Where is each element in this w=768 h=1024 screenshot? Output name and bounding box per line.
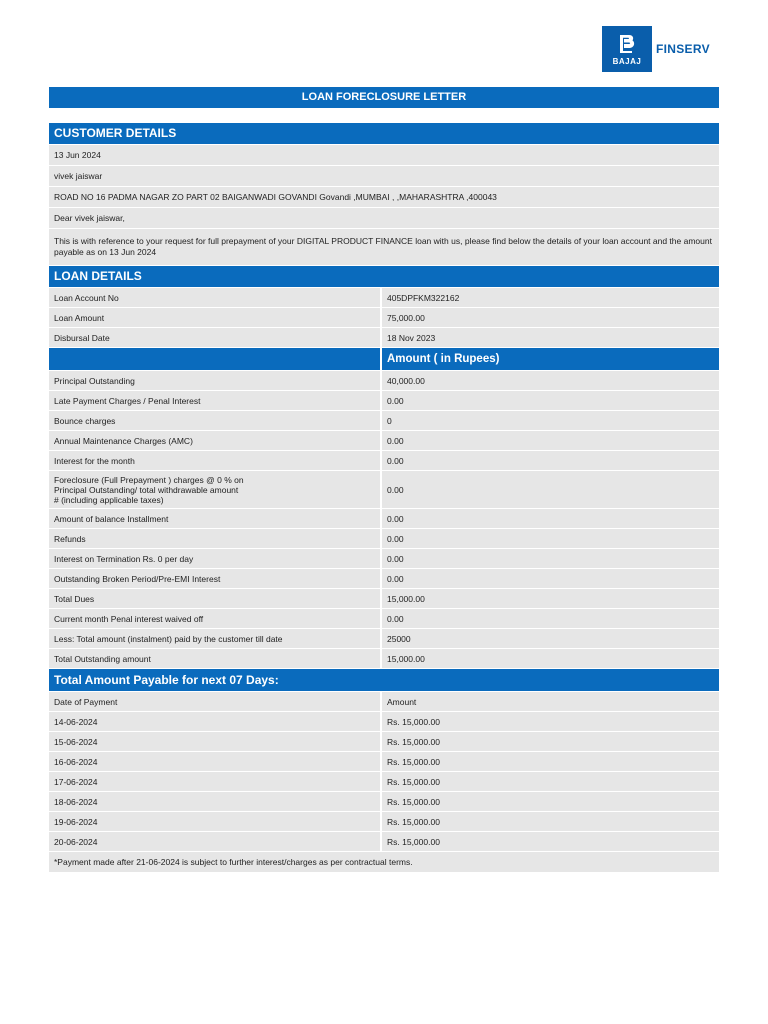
table-row (49, 529, 719, 548)
row-label: Interest on Termination Rs. 0 per day (49, 549, 380, 568)
row-label: Less: Total amount (instalment) paid by the customer till date (49, 629, 380, 648)
table-row (49, 288, 719, 307)
row-label: Bounce charges (49, 411, 380, 430)
row-label: Foreclosure (Full Prepayment ) charges @ 0 % on Principal Outstanding/ total withdrawable amount # (including applicable taxes) (49, 471, 380, 508)
row-value: 18 Nov 2023 (382, 328, 719, 347)
row-value: 0.00 (382, 569, 719, 588)
customer-name: vivek jaiswar (49, 166, 719, 186)
table-row (49, 328, 719, 347)
table-row (49, 308, 719, 327)
row-label: Disbursal Date (49, 328, 380, 347)
payment-note: *Payment made after 21-06-2024 is subject to further interest/charges as per contractual terms. (49, 852, 719, 872)
row-label: 14-06-2024 (49, 712, 380, 731)
table-row (49, 792, 719, 811)
row-value: 0.00 (382, 509, 719, 528)
table-row (49, 509, 719, 528)
table-row (49, 391, 719, 410)
table-row (49, 589, 719, 608)
bajaj-finserv-logo (602, 26, 710, 72)
table-row (49, 752, 719, 771)
row-value: Rs. 15,000.00 (382, 812, 719, 831)
table-row (49, 629, 719, 648)
col-date-of-payment: Date of Payment (49, 692, 380, 711)
amount-header: Amount ( in Rupees) (382, 348, 719, 370)
row-value: Rs. 15,000.00 (382, 772, 719, 791)
letter-body: This is with reference to your request for full prepayment of your DIGITAL PRODUCT FINANCE loan with us, please find below the details of your loan account and the amount payable as on 13 Jun 2024 (49, 229, 719, 265)
row-label: Refunds (49, 529, 380, 548)
row-value: 75,000.00 (382, 308, 719, 327)
row-value: 15,000.00 (382, 589, 719, 608)
table-row (49, 812, 719, 831)
table-row (49, 712, 719, 731)
letter-sheet (49, 87, 719, 873)
row-value: Rs. 15,000.00 (382, 792, 719, 811)
letter-title: LOAN FORECLOSURE LETTER (49, 87, 719, 108)
row-label: Loan Account No (49, 288, 380, 307)
table-row (49, 569, 719, 588)
row-value: 0.00 (382, 451, 719, 470)
table-row (49, 549, 719, 568)
row-value: 25000 (382, 629, 719, 648)
salutation: Dear vivek jaiswar, (49, 208, 719, 228)
amount-header-blank (49, 348, 380, 370)
logo-bajaj-text: BAJAJ (612, 56, 642, 66)
row-label: Amount of balance Installment (49, 509, 380, 528)
table-row (49, 649, 719, 668)
customer-address: ROAD NO 16 PADMA NAGAR ZO PART 02 BAIGANWADI GOVANDI Govandi ,MUMBAI , ,MAHARASHTRA ,400043 (49, 187, 719, 207)
logo-box (602, 26, 652, 72)
row-label: Principal Outstanding (49, 371, 380, 390)
row-label: Loan Amount (49, 308, 380, 327)
row-value: Rs. 15,000.00 (382, 752, 719, 771)
row-value: 0.00 (382, 549, 719, 568)
row-value: 0.00 (382, 391, 719, 410)
row-label: Late Payment Charges / Penal Interest (49, 391, 380, 410)
payable-table (49, 712, 719, 851)
payable-header-row (49, 692, 719, 711)
row-label: Total Dues (49, 589, 380, 608)
table-row (49, 371, 719, 390)
row-value: 405DPFKM322162 (382, 288, 719, 307)
row-value: 0.00 (382, 609, 719, 628)
row-value: Rs. 15,000.00 (382, 832, 719, 851)
logo-finserv-text: FINSERV (656, 42, 710, 56)
table-row (49, 732, 719, 751)
row-label: Current month Penal interest waived off (49, 609, 380, 628)
col-amount: Amount (382, 692, 719, 711)
charges-table (49, 371, 719, 668)
amount-header-row (49, 348, 719, 370)
row-label: Interest for the month (49, 451, 380, 470)
customer-details-heading: CUSTOMER DETAILS (49, 123, 719, 144)
row-value: Rs. 15,000.00 (382, 732, 719, 751)
bajaj-b-icon (617, 33, 637, 55)
table-row (49, 609, 719, 628)
row-label: 18-06-2024 (49, 792, 380, 811)
row-label: 17-06-2024 (49, 772, 380, 791)
row-value: 0.00 (382, 529, 719, 548)
row-label: Outstanding Broken Period/Pre-EMI Interest (49, 569, 380, 588)
row-label: Total Outstanding amount (49, 649, 380, 668)
row-value: 0.00 (382, 431, 719, 450)
table-row (49, 471, 719, 508)
row-value: 0 (382, 411, 719, 430)
row-label: Annual Maintenance Charges (AMC) (49, 431, 380, 450)
row-label: 16-06-2024 (49, 752, 380, 771)
letter-date: 13 Jun 2024 (49, 145, 719, 165)
row-value: 15,000.00 (382, 649, 719, 668)
table-row (49, 431, 719, 450)
table-row (49, 772, 719, 791)
loan-info-table (49, 288, 719, 347)
row-value: 40,000.00 (382, 371, 719, 390)
row-value: Rs. 15,000.00 (382, 712, 719, 731)
table-row (49, 451, 719, 470)
row-label: 19-06-2024 (49, 812, 380, 831)
row-value: 0.00 (382, 471, 719, 508)
loan-details-heading: LOAN DETAILS (49, 266, 719, 287)
row-label: 15-06-2024 (49, 732, 380, 751)
table-row (49, 411, 719, 430)
row-label: 20-06-2024 (49, 832, 380, 851)
payable-heading: Total Amount Payable for next 07 Days: (49, 669, 719, 691)
table-row (49, 832, 719, 851)
